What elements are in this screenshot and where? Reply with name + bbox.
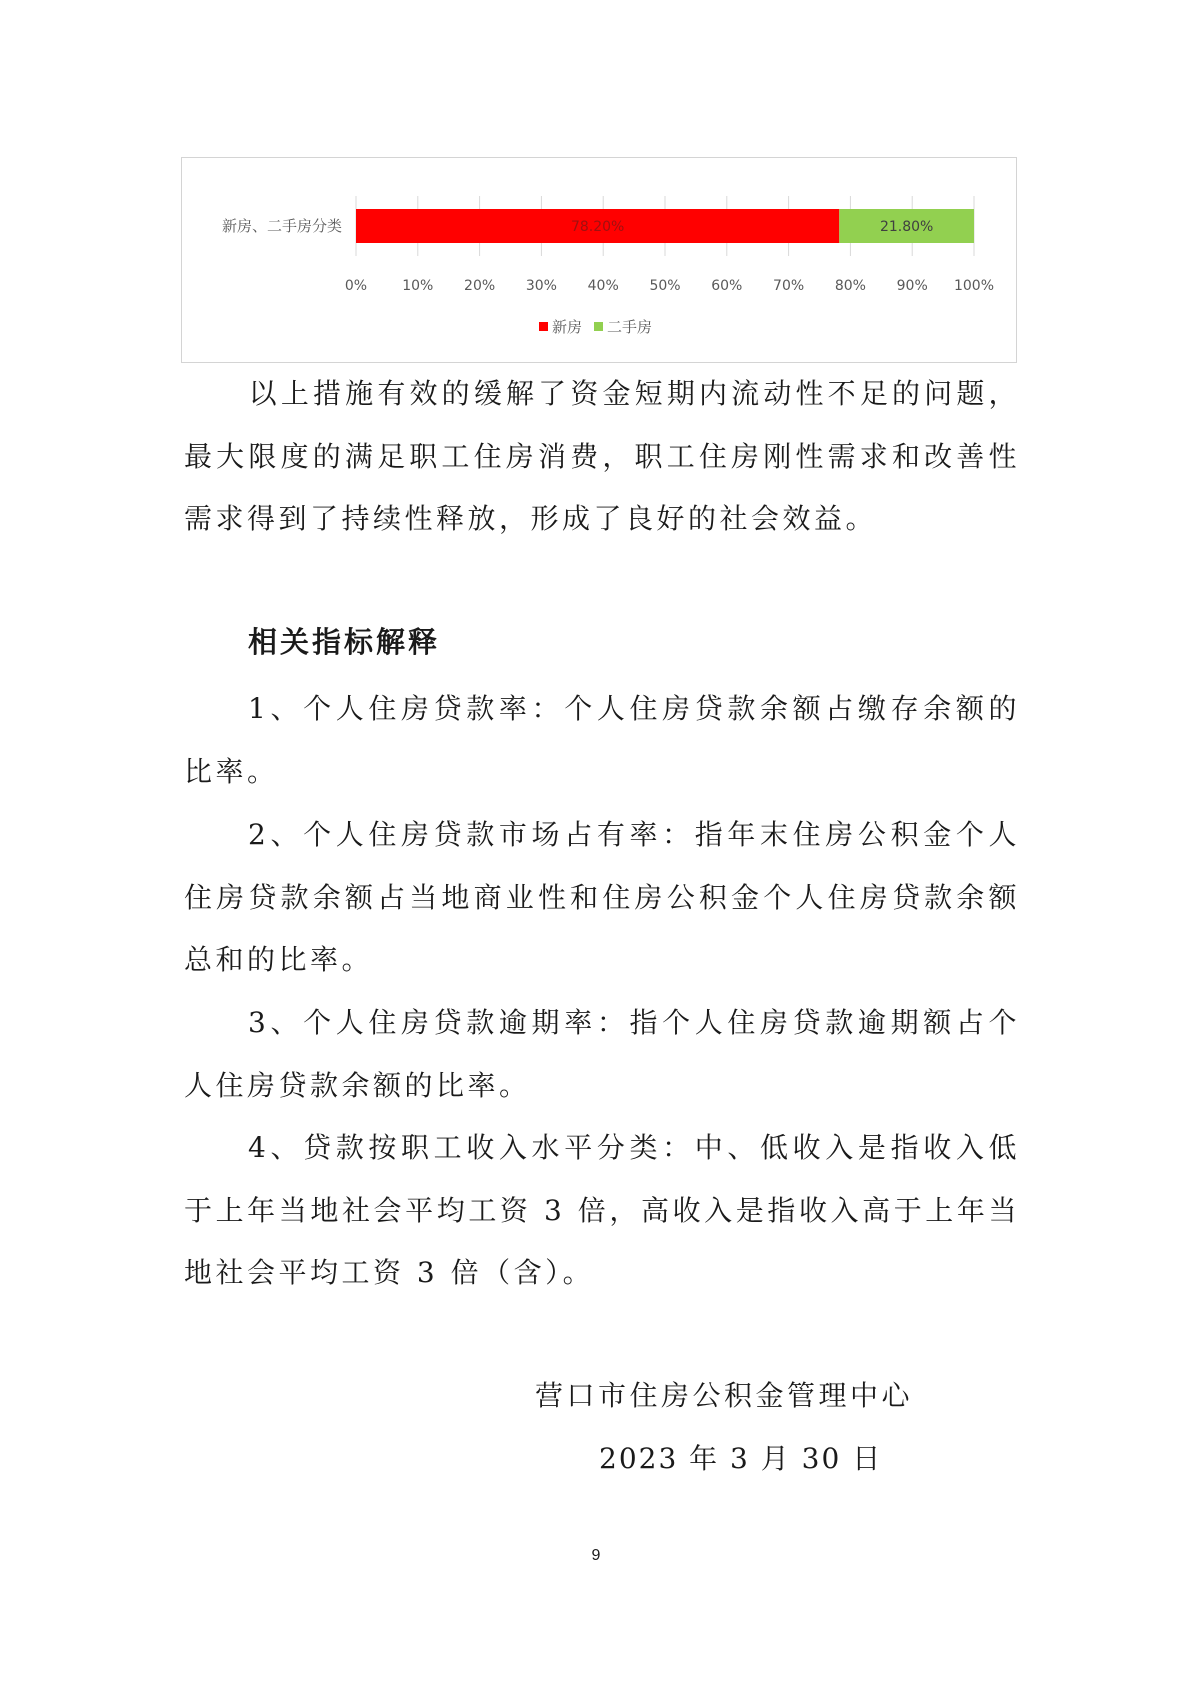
data-label: 21.80%: [879, 219, 934, 235]
legend-label: 二手房: [607, 318, 653, 336]
legend-swatch: [539, 322, 548, 331]
signature-date: 2023 年 3 月 30 日: [599, 1442, 883, 1475]
definition-item-4: 4、贷款按职工收入水平分类：中、低收入是指收入低于上年当地社会平均工资 3 倍，高收入是指收入高于上年当地社会平均工资 3 倍（含）。: [184, 1131, 1020, 1289]
legend-label: 新房: [552, 318, 583, 336]
legend-swatch: [594, 322, 603, 331]
section-heading: 相关指标解释: [248, 625, 441, 659]
x-tick-label: 60%: [711, 278, 743, 294]
loan-type-chart: [181, 157, 1017, 363]
x-tick-label: 80%: [834, 278, 866, 294]
signature-organization: 营口市住房公积金管理中心: [535, 1379, 914, 1412]
x-tick-label: 90%: [896, 278, 928, 294]
definition-item-2: 2、个人住房贷款市场占有率：指年末住房公积金个人住房贷款余额占当地商业性和住房公积金个人住房贷款余额总和的比率。: [184, 818, 1020, 976]
x-tick-label: 0%: [344, 278, 368, 294]
x-tick-label: 20%: [464, 278, 496, 294]
paragraph-measures-effect: 以上措施有效的缓解了资金短期内流动性不足的问题，最大限度的满足职工住房消费，职工住房刚性需求和改善性需求得到了持续性释放，形成了良好的社会效益。: [184, 377, 1020, 535]
category-label: 新房、二手房分类: [221, 217, 342, 235]
x-tick-label: 40%: [587, 278, 619, 294]
x-tick-label: 100%: [953, 278, 995, 294]
stacked-bar-chart-svg: [182, 158, 1018, 364]
x-tick-label: 10%: [402, 278, 434, 294]
data-label: 78.20%: [570, 219, 625, 235]
page-number: 9: [591, 1547, 601, 1564]
x-tick-label: 70%: [773, 278, 805, 294]
x-tick-label: 30%: [525, 278, 557, 294]
x-tick-label: 50%: [649, 278, 681, 294]
definition-item-3: 3、个人住房贷款逾期率：指个人住房贷款逾期额占个人住房贷款余额的比率。: [184, 1006, 1020, 1102]
definition-item-1: 1、个人住房贷款率：个人住房贷款余额占缴存余额的比率。: [184, 692, 1020, 788]
